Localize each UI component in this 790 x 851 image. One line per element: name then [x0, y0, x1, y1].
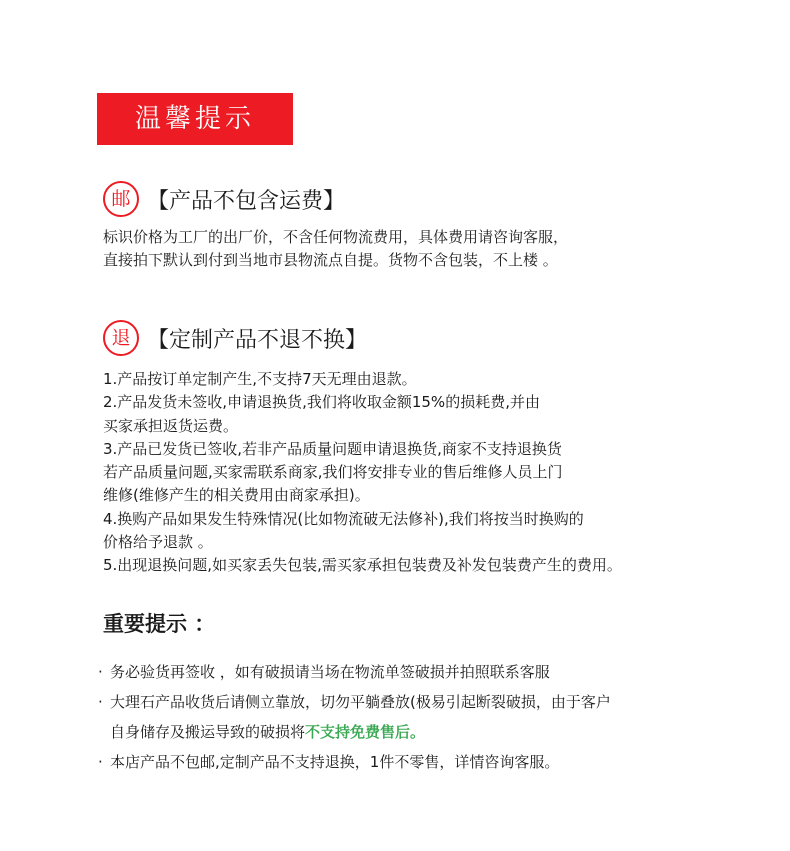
returns-section-title: 【定制产品不退不换】: [147, 327, 368, 353]
returns-line: 2.产品发货未签收,申请退换货,我们将收取金额15%的损耗费,并由: [103, 393, 540, 412]
tip-text: 务必验货再签收 ，如有破损请当场在物流单签破损并拍照联系客服: [110, 663, 550, 681]
notice-banner: 温馨提示: [97, 93, 293, 145]
bullet-dot: ·: [98, 753, 103, 771]
bullet-dot: ·: [98, 663, 103, 681]
returns-section-header: [103, 318, 367, 358]
returns-line: 若产品质量问题,买家需联系商家,我们将安排专业的售后维修人员上门: [103, 463, 563, 482]
bullet-dot: ·: [98, 693, 103, 711]
returns-line: 5.出现退换问题,如买家丢失包装,需买家承担包装费及补发包装费产生的费用。: [103, 556, 622, 575]
returns-line: 维修(维修产生的相关费用由商家承担)。: [103, 486, 370, 505]
shipping-section-title: 【产品不包含运费】: [147, 188, 346, 214]
tip-item: [96, 687, 611, 717]
returns-line: 4.换购产品如果发生特殊情况(比如物流破无法修补),我们将按当时换购的: [103, 509, 584, 528]
return-seal-icon: 退: [103, 320, 139, 356]
no-free-aftersales-highlight: 不支持免费售后。: [305, 723, 426, 741]
returns-line: 3.产品已发货已签收,若非产品质量问题申请退换货,商家不支持退换货: [103, 439, 562, 458]
tip-item-continuation: [96, 717, 611, 747]
returns-line: 价格给予退款 。: [103, 533, 213, 552]
tip-item: [96, 657, 611, 687]
tip-text: 本店产品不包邮,定制产品不支持退换，1件不零售，详情咨询客服。: [110, 753, 560, 771]
mail-seal-icon: 邮: [103, 181, 139, 217]
returns-line: 买家承担返货运费。: [103, 416, 239, 435]
important-notice-title: 重要提示 ：: [103, 612, 216, 636]
tip-text: 自身储存及搬运导致的破损将: [110, 723, 306, 741]
tip-text: 大理石产品收货后请侧立靠放，切勿平躺叠放(极易引起断裂破损，由于客户: [110, 693, 611, 711]
shipping-line: 标识价格为工厂的出厂价，不含任何物流费用，具体费用请咨询客服，: [103, 228, 569, 246]
shipping-section-header: [103, 179, 345, 219]
shipping-description: [103, 226, 568, 273]
important-tips-list: [96, 657, 611, 777]
shipping-line: 直接拍下默认到付到当地市县物流点自提。货物不含包装，不上楼 。: [103, 251, 558, 270]
tip-item: [96, 747, 611, 777]
returns-policy: [103, 368, 622, 578]
returns-line: 1.产品按订单定制产生,不支持7天无理由退款。: [103, 370, 417, 388]
